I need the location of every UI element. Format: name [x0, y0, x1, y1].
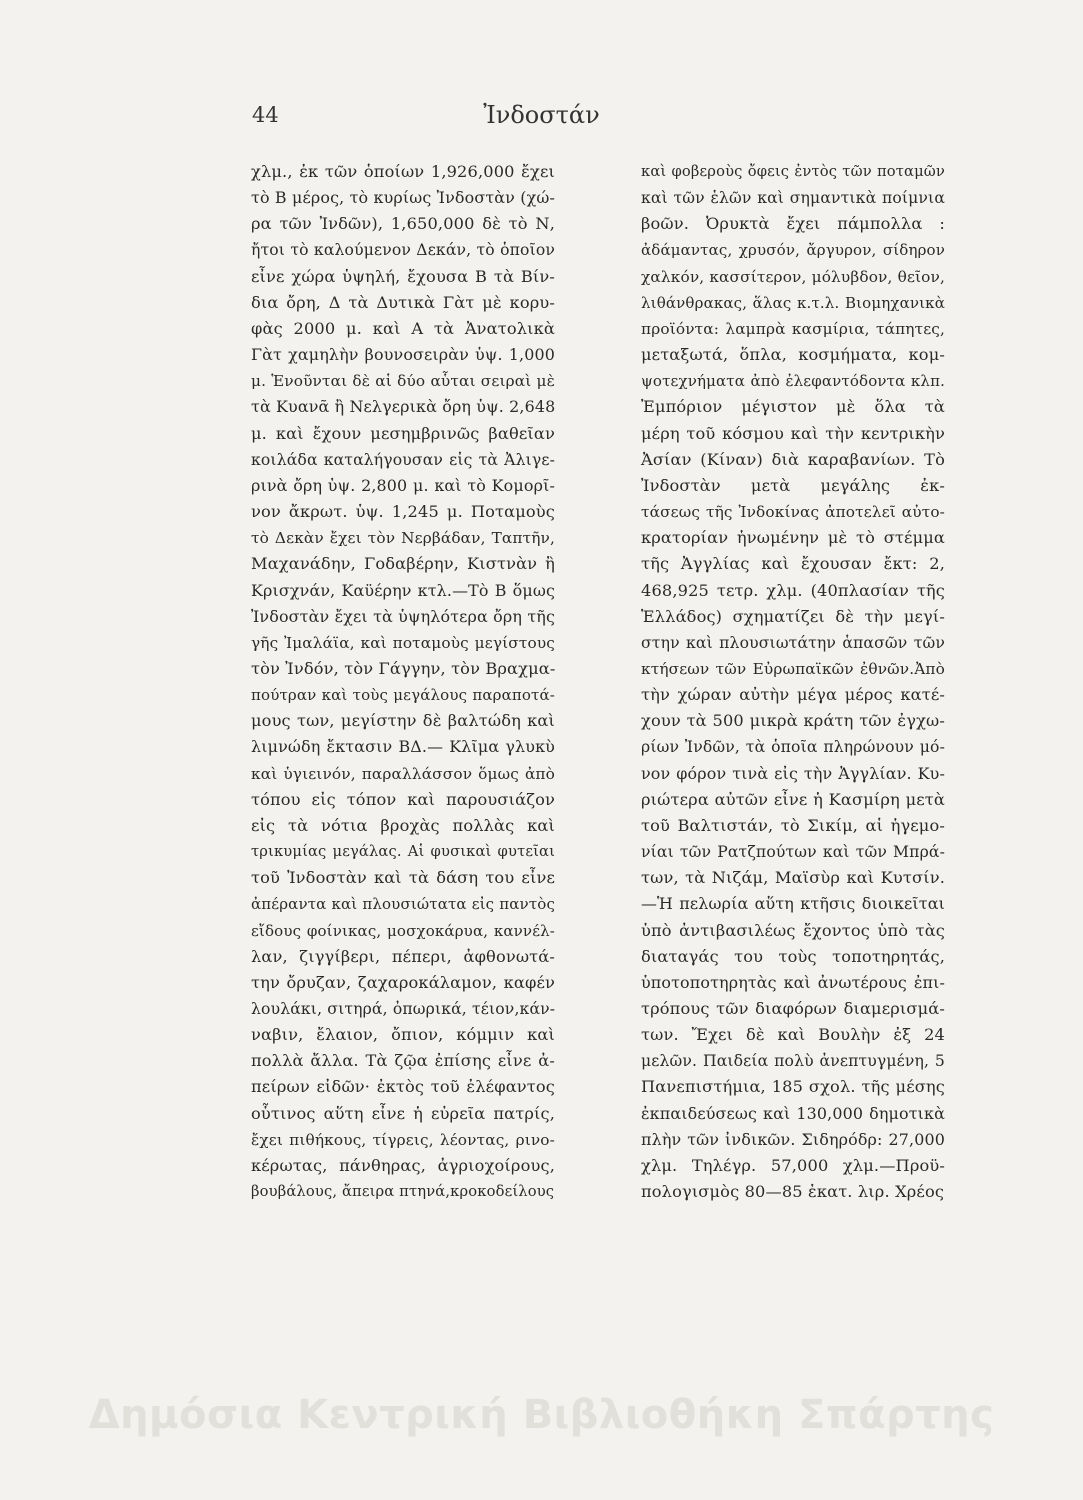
text-line: καὶ φοβεροὺς ὄφεις ἐντὸς τῶν ποταμῶν [641, 163, 945, 180]
text-line: Πανεπιστήμια, 185 σχολ. τῆς μέσης [641, 1077, 945, 1097]
text-line: βουβάλους, ἄπειρα πτηνά,κροκοδείλους [251, 1183, 555, 1201]
text-line: κτήσεων τῶν Εὐρωπαϊκῶν ἐθνῶν.Ἀπὸ [641, 659, 945, 678]
text-line: χλμ., ἐκ τῶν ὁποίων 1,926,000 ἔχει [251, 162, 555, 181]
text-line: την ὄρυζαν, ζαχαροκάλαμον, καφέν [251, 972, 555, 992]
text-line: τὰ Κυανᾶ ἢ Νελγερικὰ ὄρη ὑψ. 2,648 [251, 397, 556, 417]
text-line: ρα τῶν Ἰνδῶν), 1,650,000 δὲ τὸ Ν, [251, 214, 555, 234]
text-line: Ἑλλάδος) σχηματίζει δὲ τὴν μεγί- [641, 606, 945, 626]
text-line: Ἐμπόριον μέγιστον μὲ ὅλα τὰ [641, 397, 945, 417]
text-line: τρόπους τῶν διαφόρων διαμερισμά- [641, 999, 945, 1018]
text-line: μελῶν. Παιδεία πολὺ ἀνεπτυγμένη, 5 [641, 1052, 945, 1071]
text-line: Κρισχνάν, Καϋέρην κτλ.—Τὸ Β ὅμως [251, 580, 555, 600]
text-line: νον ἄκρωτ. ὑψ. 1,245 μ. Ποταμοὺς [251, 502, 555, 522]
text-line: φὰς 2000 μ. καὶ Α τὰ Ἀνατολικὰ [251, 318, 555, 338]
text-line: 468,925 τετρ. χλμ. (40πλασίαν τῆς [641, 580, 945, 600]
text-line: ρίων Ἰνδῶν, τὰ ὁποῖα πληρώνουν μό- [641, 738, 945, 757]
text-line: κοιλάδα καταλήγουσαν εἰς τὰ Ἀλιγε- [251, 450, 555, 469]
text-line: ἐκπαιδεύσεως καὶ 130,000 δημοτικὰ [641, 1103, 945, 1123]
text-line: γῆς Ἰμαλάϊα, καὶ ποταμοὺς μεγίστους [251, 633, 555, 652]
text-line: πείρων εἰδῶν· ἐκτὸς τοῦ ἐλέφαντος [251, 1077, 555, 1097]
text-line: Ἰνδοστὰν μετὰ μεγάλης ἐκ- [641, 475, 945, 495]
text-line: λουλάκι, σιτηρά, ὀπωρικά, τέιον,κάν- [251, 1000, 556, 1018]
text-line: στην καὶ πλουσιωτάτην ἁπασῶν τῶν [641, 633, 945, 652]
text-line: εἰς τὰ νότια βροχὰς πολλὰς καὶ [251, 815, 555, 835]
text-line: τὸ Δεκὰν ἔχει τὸν Νερβάδαν, Ταπτῆν, [251, 529, 555, 548]
text-line: Ἰνδοστὰν ἔχει τὰ ὑψηλότερα ὄρη τῆς [251, 606, 555, 626]
text-line: Γὰτ χαμηλὴν βουνοσειρὰν ὑψ. 1,000 [251, 345, 555, 365]
text-line: —Ἡ πελωρία αὕτη κτῆσις διοικεῖται [641, 894, 945, 914]
text-line: προϊόντα: λαμπρὰ κασμίρια, τάπητες, [641, 319, 945, 338]
text-line: βοῶν. Ὀρυκτὰ ἔχει πάμπολλα : [641, 214, 945, 234]
text-line: Μαχανάδην, Γοδαβέρην, Κιστνὰν ἢ [251, 554, 555, 574]
text-line: πολογισμὸς 80—85 ἑκατ. λιρ. Χρέος [641, 1182, 945, 1202]
text-line: μεταξωτά, ὅπλα, κοσμήματα, κομ- [641, 345, 945, 365]
text-line: μ. καὶ ἔχουν μεσημβρινῶς βαθεῖαν [251, 423, 555, 443]
running-title: Ἰνδοστάν [483, 101, 600, 129]
text-line: ἔχει πιθήκους, τίγρεις, λέοντας, ρινο- [251, 1130, 555, 1149]
text-line: μους των, μεγίστην δὲ βαλτώδη καὶ [251, 711, 555, 731]
text-line: ἤτοι τὸ καλούμενον Δεκάν, τὸ ὁποῖον [251, 241, 555, 260]
text-line: τὴν χώραν αὐτὴν μέγα μέρος κατέ- [641, 685, 945, 705]
text-line: τὸν Ἰνδόν, τὸν Γάγγην, τὸν Βραχμα- [251, 658, 556, 678]
text-line: λαν, ζιγγίβερι, πέπερι, ἀφθονωτά- [251, 946, 555, 966]
text-line: πολλὰ ἄλλα. Τὰ ζῷα ἐπίσης εἶνε ἀ- [251, 1051, 555, 1071]
text-line: ρινὰ ὄρη ὑψ. 2,800 μ. καὶ τὸ Κομορῖ- [251, 475, 555, 495]
text-line: ἀδάμαντας, χρυσόν, ἄργυρον, σίδηρον [641, 241, 945, 260]
text-line: πούτραν καὶ τοὺς μεγάλους παραποτά- [251, 686, 555, 705]
text-line: ὑποτοποτηρητὰς καὶ ἀνωτέρους ἐπι- [641, 972, 945, 992]
text-line: εἶνε χώρα ὑψηλή, ἔχουσα Β τὰ Βίν- [251, 266, 555, 286]
text-line: διαταγάς του τοὺς τοποτηρητάς, [641, 946, 945, 966]
text-line: χλμ. Τηλέγρ. 57,000 χλμ.—Προϋ- [641, 1155, 945, 1175]
text-line: λιμνώδη ἔκτασιν ΒΔ.— Κλῖμα γλυκὺ [251, 737, 555, 757]
text-line: νον φόρον τινὰ εἰς τὴν Ἀγγλίαν. Κυ- [641, 763, 945, 783]
text-line: εἴδους φοίνικας, μοσχοκάρυα, καννέλ- [251, 921, 555, 940]
text-line: κέρωτας, πάνθηρας, ἀγριοχοίρους, [251, 1155, 555, 1175]
text-line: τάσεως τῆς Ἰνδοκίνας ἀποτελεῖ αὐτο- [641, 503, 945, 522]
text-line: ὑπὸ ἀντιβασιλέως ἔχοντος ὑπὸ τὰς [641, 920, 945, 940]
text-line: τόπου εἰς τόπον καὶ παρουσιάζον [251, 789, 555, 809]
text-line: Ἀσίαν (Κίναν) διὰ καραβανίων. Τὸ [641, 449, 945, 469]
text-line: τὸ Β μέρος, τὸ κυρίως Ἰνδοστὰν (χώ- [251, 188, 555, 208]
left-text-column [251, 159, 555, 1205]
text-line: τοῦ Βαλτιστάν, τὸ Σικίμ, αἱ ἡγεμο- [641, 815, 945, 835]
text-line: τοῦ Ἰνδοστὰν καὶ τὰ δάση του εἶνε [251, 868, 555, 888]
text-line: ψοτεχνήματα ἀπὸ ἐλεφαντόδοντα κλπ. [641, 372, 945, 391]
text-line: χαλκόν, κασσίτερον, μόλυβδον, θεῖον, [641, 267, 945, 286]
right-text-column [641, 159, 945, 1205]
text-line: ἀπέραντα καὶ πλουσιώτατα εἰς παντὸς [251, 895, 555, 914]
text-line: δια ὄρη, Δ τὰ Δυτικὰ Γὰτ μὲ κορυ- [251, 292, 555, 312]
text-line: νίαι τῶν Ρατζπούτων καὶ τῶν Μπρά- [641, 843, 945, 862]
text-line: πλὴν τῶν ἰνδικῶν. Σιδηρόδρ: 27,000 [641, 1129, 945, 1149]
text-line: κρατορίαν ἡνωμένην μὲ τὸ στέμμα [641, 528, 945, 548]
text-line: των. Ἔχει δὲ καὶ Βουλὴν ἐξ 24 [641, 1025, 945, 1045]
text-line: καὶ τῶν ἑλῶν καὶ σημαντικὰ ποίμνια [641, 189, 945, 208]
text-line: μέρη τοῦ κόσμου καὶ τὴν κεντρικὴν [641, 423, 945, 443]
text-line: οὗτινος αὕτη εἶνε ἡ εὐρεῖα πατρίς, [251, 1103, 555, 1123]
text-line: λιθάνθρακας, ἅλας κ.τ.λ. Βιομηχανικὰ [641, 293, 945, 312]
page-number: 44 [252, 103, 279, 127]
text-line: χουν τὰ 500 μικρὰ κράτη τῶν ἐγχω- [641, 711, 945, 731]
text-line: τῆς Ἀγγλίας καὶ ἔχουσαν ἔκτ: 2, [641, 554, 945, 574]
text-line: μ. Ἑνοῦνται δὲ αἱ δύο αὗται σειραὶ μὲ [251, 372, 555, 391]
text-line: τρικυμίας μεγάλας. Αἱ φυσικαὶ φυτεῖαι [251, 843, 555, 861]
text-line: καὶ ὑγιεινόν, παραλλάσσον ὅμως ἀπὸ [251, 764, 555, 783]
library-watermark: Δημόσια Κεντρική Βιβλιοθήκη Σπάρτης [88, 1392, 995, 1438]
text-line: ριώτερα αὐτῶν εἶνε ἡ Κασμίρη μετὰ [641, 789, 945, 809]
text-line: ναβιν, ἔλαιον, ὄπιον, κόμμιν καὶ [251, 1025, 555, 1045]
text-line: των, τὰ Νιζάμ, Μαϊσὺρ καὶ Κυτσίν. [641, 868, 945, 888]
